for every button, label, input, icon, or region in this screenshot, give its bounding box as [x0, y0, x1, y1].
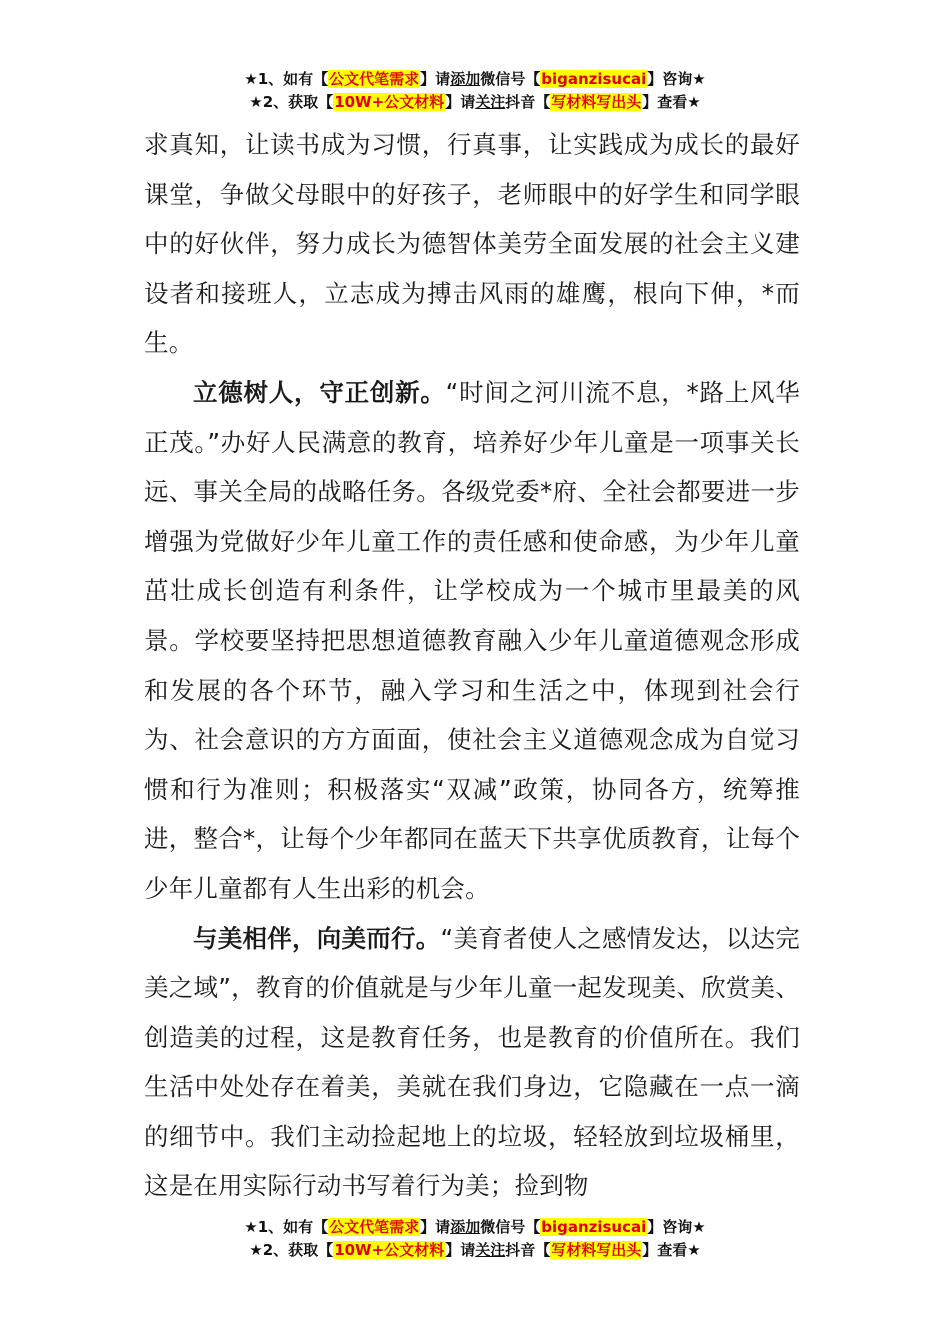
banner-text: 抖音【 [505, 93, 551, 111]
banner-text: ★1、如有【 [244, 1218, 329, 1236]
paragraph-text: “时间之河川流不息，*路上风华正茂。”办好人民满意的教育，培养好少年儿童是一项事关长远、事关全局的战略任务。各级党委*府、全社会都要进一步增强为党做好少年儿童工作的责任感和使命感，为少年儿童茁壮成长创造有利条件，让学校成为一个城市里最美的风景。学校要坚持把思想道德教育融入少年儿童道德观念形成和发展的各个环节，融入学习和生活之中，体现到社会行为、社会意识的方方面面，使社会主义道德观念成为自觉习惯和行为准则；积极落实“双减”政策，协同各方，统筹推进，整合*，让每个少年都同在蓝天下共享优质教育，让每个少年儿童都有人生出彩的机会。 [144, 377, 800, 903]
banner-line-2 [0, 1239, 950, 1262]
paragraph-text: 求真知，让读书成为习惯，行真事，让实践成为成长的最好课堂，争做父母眼中的好孩子，老师眼中的好学生和同学眼中的好伙伴，努力成长为德智体美劳全面发展的社会主义建设者和接班人，立志成为搏击风雨的雄鹰，根向下伸，*而生。 [144, 130, 800, 358]
paragraph-2 [144, 368, 800, 914]
banner-text: 】咨询★ [647, 1218, 706, 1236]
banner-text: 抖音【 [505, 1241, 551, 1259]
banner-text: ★2、获取【 [249, 93, 334, 111]
banner-text: 】查看★ [642, 93, 701, 111]
banner-underline: 添加 [450, 1218, 481, 1236]
banner-highlight: 10W+公文材料 [334, 1241, 445, 1259]
paragraph-text: “美育者使人之感情发达，以达完美之域”，教育的价值就是与少年儿童一起发现美、欣赏美、创造美的过程，这是教育任务，也是教育的价值所在。我们生活中处处存在着美，美就在我们身边，它隐藏在一点一滴的细节中。我们主动捡起地上的垃圾，轻轻放到垃圾桶里，这是在用实际行动书写着行为美；捡到物 [144, 923, 800, 1201]
document-body [144, 120, 800, 1211]
banner-wechat-id: biganzisucai [541, 1218, 647, 1236]
banner-text: 微信号【 [480, 70, 541, 88]
banner-douyin-id: 写材料写出头 [551, 93, 642, 111]
banner-line-2 [0, 91, 950, 114]
banner-underline: 添加 [450, 70, 481, 88]
banner-wechat-id: biganzisucai [541, 70, 647, 88]
banner-text: 】请 [420, 70, 451, 88]
header-banner [0, 68, 950, 114]
paragraph-3 [144, 914, 800, 1212]
footer-banner [0, 1216, 950, 1262]
banner-text: 】请 [420, 1218, 451, 1236]
banner-line-1 [0, 1216, 950, 1239]
banner-text: 微信号【 [480, 1218, 541, 1236]
banner-text: ★1、如有【 [244, 70, 329, 88]
banner-text: ★2、获取【 [249, 1241, 334, 1259]
banner-line-1 [0, 68, 950, 91]
banner-highlight: 公文代笔需求 [329, 1218, 420, 1236]
paragraph-heading: 与美相伴，向美而行。 [193, 923, 441, 953]
banner-underline: 关注 [475, 1241, 506, 1259]
banner-highlight: 10W+公文材料 [334, 93, 445, 111]
paragraph-heading: 立德树人，守正创新。 [193, 377, 446, 407]
banner-douyin-id: 写材料写出头 [551, 1241, 642, 1259]
banner-text: 】请 [445, 1241, 476, 1259]
banner-text: 】咨询★ [647, 70, 706, 88]
paragraph-1 [144, 120, 800, 368]
banner-underline: 关注 [475, 93, 506, 111]
banner-text: 】查看★ [642, 1241, 701, 1259]
banner-text: 】请 [445, 93, 476, 111]
banner-highlight: 公文代笔需求 [329, 70, 420, 88]
